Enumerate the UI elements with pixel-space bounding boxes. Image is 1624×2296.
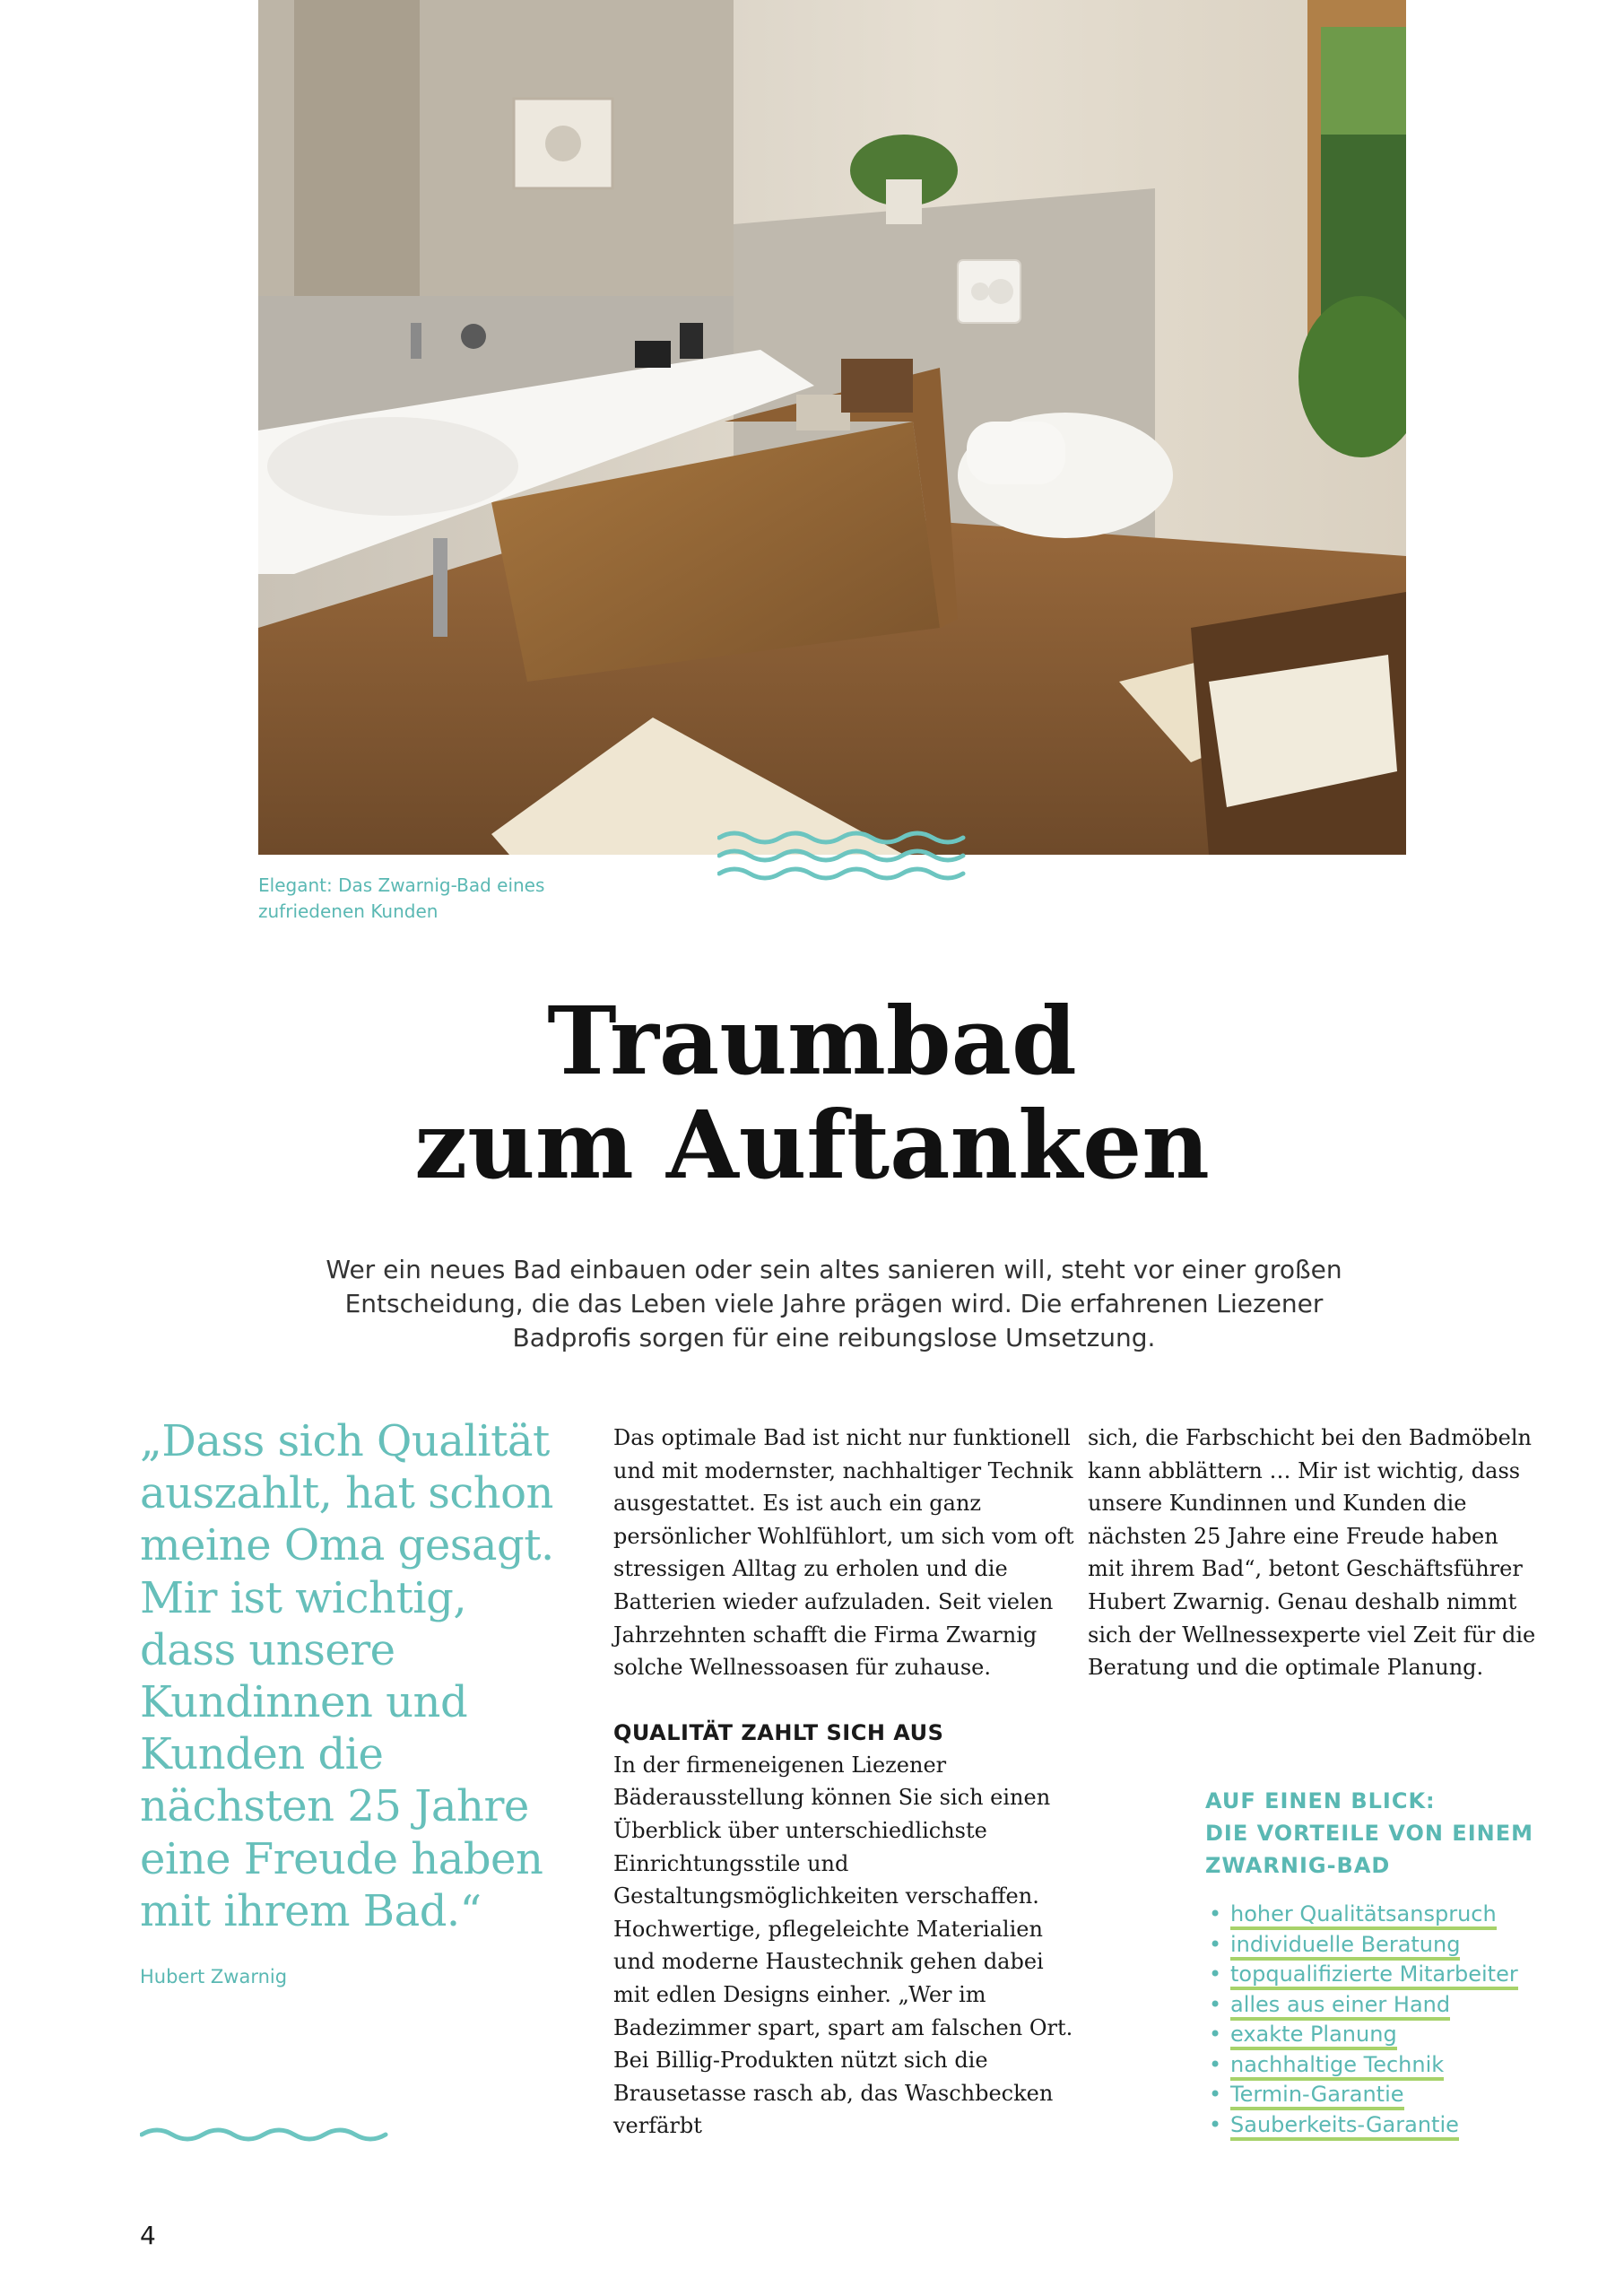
benefit-text: exakte Planung (1230, 2022, 1397, 2050)
benefit-text: Sauberkeits-Garantie (1230, 2112, 1459, 2141)
benefit-item (1205, 2110, 1600, 2141)
benefit-item (1205, 1930, 1600, 1961)
benefit-item (1205, 2050, 1600, 2081)
wave-decoration-bottom (140, 2124, 391, 2145)
bullet-icon: • (1209, 2022, 1222, 2047)
bullet-icon: • (1209, 2051, 1222, 2077)
intro-text: Wer ein neues Bad einbauen oder sein altes sanieren will, steht vor einer großen Entscheidung, die das Leben viele Jahre prägen wird. Die erfahrenen Liezener Badprofis sorgen für eine reibungslose Umsetzung. (326, 1255, 1342, 1352)
benefit-text: hoher Qualitätsanspruch (1230, 1901, 1497, 1930)
benefits-heading-line: ZWARNIG-BAD (1205, 1853, 1391, 1878)
article-paragraph: Das optimale Bad ist nicht nur funktionell und mit modernster, nachhaltiger Technik ausgestattet. Es ist auch ein ganz persönlicher Wohlfühlort, um sich vom oft stressigen Alltag zu erholen und die Batterien wieder aufzuladen. Seit vielen Jahrzehnten schafft die Firma Zwarnig solche Wellnessoasen für zuhause. (613, 1425, 1074, 1681)
benefit-text: topqualifizierte Mitarbeiter (1230, 1961, 1518, 1990)
benefit-item (1205, 2080, 1600, 2110)
benefit-item (1205, 1960, 1600, 1990)
bullet-icon: • (1209, 1991, 1222, 2017)
bathroom-photo (258, 0, 1406, 855)
title-line-1: Traumbad (547, 986, 1077, 1096)
page-title (0, 986, 1624, 1200)
benefit-item (1205, 1990, 1600, 2021)
benefits-heading-line: AUF EINEN BLICK: (1205, 1788, 1436, 1813)
title-line-2: zum Auftanken (414, 1090, 1210, 1200)
benefits-heading-line: DIE VORTEILE VON EINEM (1205, 1821, 1533, 1846)
benefit-item (1205, 2020, 1600, 2050)
caption-line: zufriedenen Kunden (258, 900, 439, 922)
benefits-heading (1205, 1785, 1600, 1882)
benefit-text: nachhaltige Technik (1230, 2052, 1444, 2081)
section-heading: QUALITÄT ZAHLT SICH AUS (613, 1719, 944, 1745)
benefit-text: alles aus einer Hand (1230, 1992, 1450, 2021)
article-column-1 (613, 1422, 1080, 2143)
benefit-item (1205, 1900, 1600, 1930)
bullet-icon: • (1209, 2082, 1222, 2107)
benefit-text: individuelle Beratung (1230, 1932, 1460, 1961)
bullet-icon: • (1209, 1961, 1222, 1987)
photo-caption (258, 873, 635, 925)
caption-line: Elegant: Das Zwarnig-Bad eines (258, 874, 545, 896)
article-paragraph: sich, die Farbschicht bei den Badmöbeln kann abblättern … Mir ist wichtig, dass unsere Kundinnen und Kunden die nächsten 25 Jahre eine Freude haben mit ihrem Bad“, betont Geschäftsführer Hubert Zwarnig. Genau deshalb nimmt sich der Wellnessexperte viel Zeit für die Beratung und die optimale Planung. (1088, 1425, 1536, 1681)
pull-quote: „Dass sich Qualität auszahlt, hat schon meine Oma gesagt. Mir ist wichtig, dass unsere Kundinnen und Kunden die nächsten 25 Jahre eine Freude haben mit ihrem Bad.“ (140, 1416, 554, 1936)
quote-author: Hubert Zwarnig (140, 1966, 288, 1987)
bullet-icon: • (1209, 1931, 1222, 1957)
bullet-icon: • (1209, 1901, 1222, 1926)
wave-decoration-top (717, 829, 968, 883)
benefits-box (1205, 1785, 1600, 2140)
benefit-text: Termin-Garantie (1230, 2082, 1404, 2110)
article-paragraph: In der firmeneigenen Liezener Bäderausstellung können Sie sich einen Überblick über unterschiedlichste Einrichtungsstile und Gestaltungsmöglichkeiten verschaffen. Hochwertige, pflegeleichte Materialien und moderne Haustechnik gehen dabei mit edlen Designs einher. „Wer im Badezimmer spart, spart am falschen Ort. Bei Billig-Produkten nützt sich die Brausetasse rasch ab, das Waschbecken verfärbt (613, 1752, 1073, 2139)
bullet-icon: • (1209, 2111, 1222, 2137)
benefits-list (1205, 1900, 1600, 2140)
article-column-2 (1088, 1422, 1536, 1684)
page-number: 4 (140, 2221, 156, 2250)
